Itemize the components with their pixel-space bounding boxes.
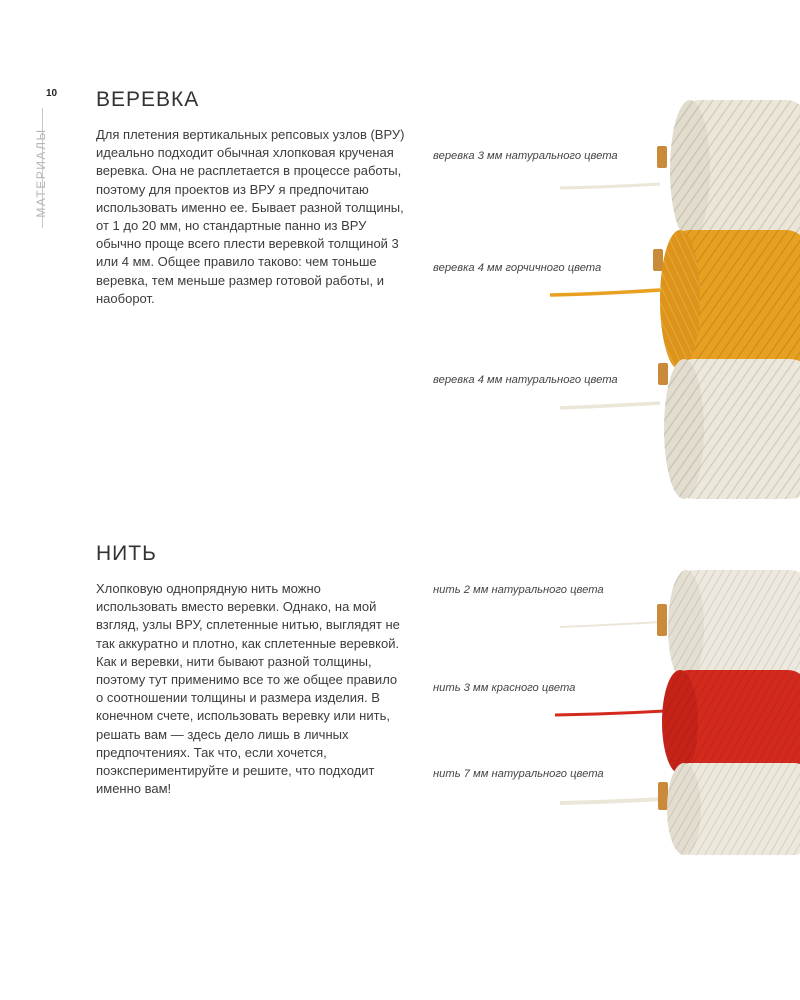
section-side-label: МАТЕРИАЛЫ (34, 128, 48, 218)
thread-section-paragraph: Хлопковую однопрядную нить можно использовать вместо веревки. Однако, на мой взгляд, узлы ВРУ, сплетенные нитью, выглядят не так аккуратно и плотно, как сплетенные веревкой. Как и веревки, нити бывают разной толщины, поэтому тут применимо все то же общее правило о соотношении толщины и размера изделия. В конечном счете, использовать веревку или нить, решать вам — здесь дело лишь в личных предпочтениях. Так что, если хочется, поэкспериментируйте и решите, что подходит именно вам! (96, 581, 400, 797)
caption-rope-3mm-natural: веревка 3 мм натурального цвета (433, 150, 618, 162)
spool-thread-natural-2mm (560, 570, 800, 685)
thread-section-title: НИТЬ (96, 542, 157, 565)
rope-section-paragraph: Для плетения вертикальных репсовых узлов (ВРУ) идеально подходит обычная хлопковая крученая веревка. Она не расплетается в процессе работы, поэтому для проектов из ВРУ я предпочитаю использовать именно ее. Бывает разной толщины, от 1 до 20 мм, но стандартные панно из ВРУ обычно проще всего плести веревкой толщиной 3 или 4 мм. Общее правило таково: чем тоньше веревка, тем меньше размер готовой работы, и наоборот. (96, 127, 405, 306)
caption-thread-3mm-red: нить 3 мм красного цвета (433, 682, 576, 694)
spool-thread-red-3mm (555, 670, 800, 775)
rope-section-title: ВЕРЕВКА (96, 88, 200, 111)
caption-thread-2mm-natural: нить 2 мм натурального цвета (433, 584, 604, 596)
spool-rope-mustard-4mm (550, 230, 800, 370)
page-number: 10 (46, 88, 58, 99)
caption-thread-7mm-natural: нить 7 мм натурального цвета (433, 768, 604, 780)
spool-thread-natural-7mm (560, 763, 800, 855)
rope-spools-illustration (540, 95, 800, 500)
spool-rope-natural-3mm (560, 100, 800, 240)
spool-rope-natural-4mm (560, 359, 800, 499)
caption-rope-4mm-natural: веревка 4 мм натурального цвета (433, 374, 618, 386)
thread-spools-illustration (540, 565, 800, 860)
caption-rope-4mm-mustard: веревка 4 мм горчичного цвета (433, 262, 602, 274)
